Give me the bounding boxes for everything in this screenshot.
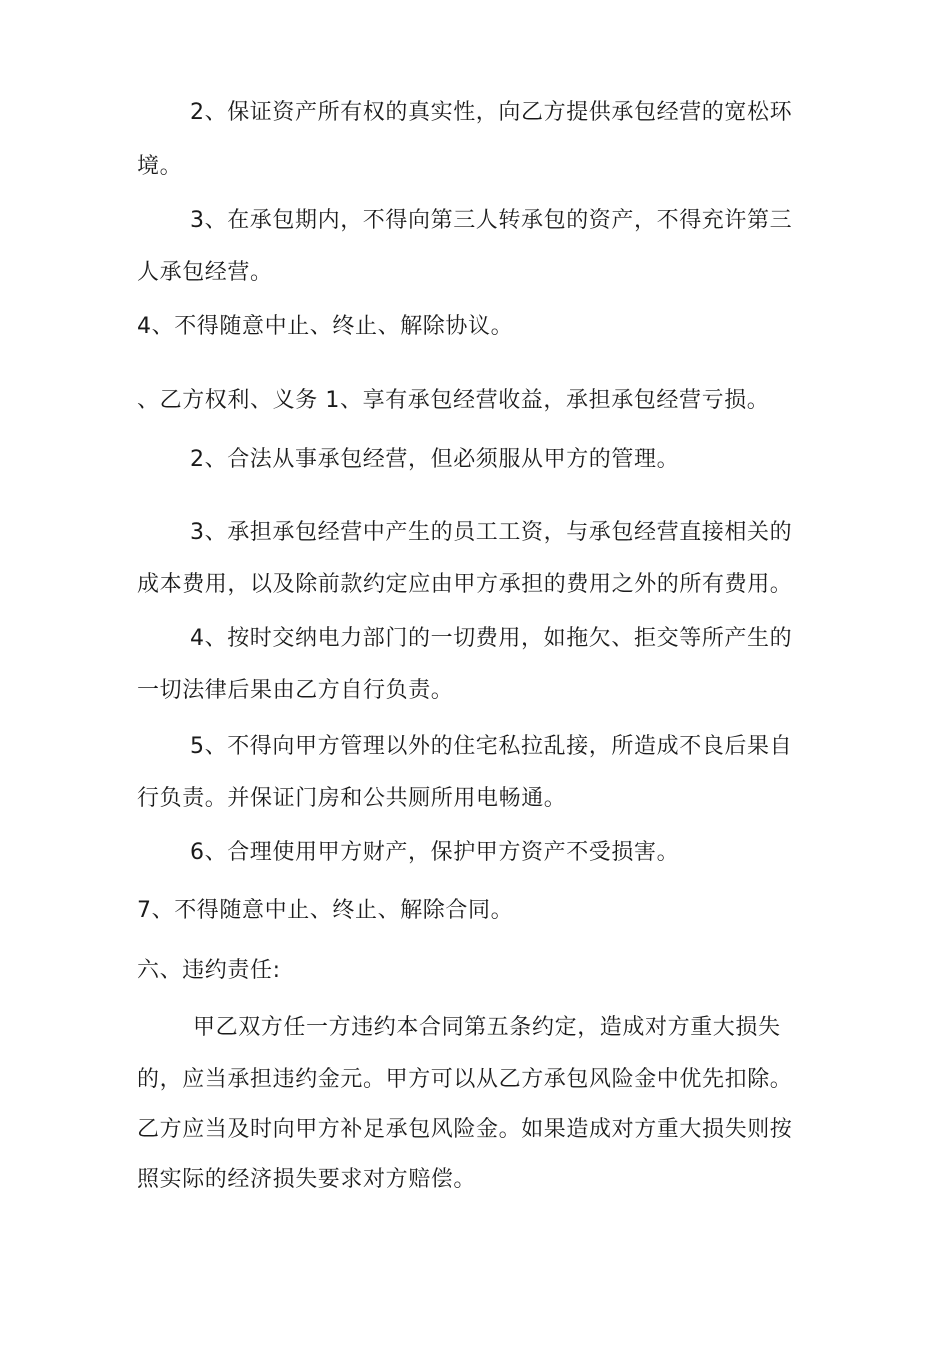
paragraph-line: 2、保证资产所有权的真实性，向乙方提供承包经营的宽松环 <box>190 100 793 125</box>
paragraph-line: 6、合理使用甲方财产，保护甲方资产不受损害。 <box>190 840 680 865</box>
paragraph-line: 5、不得向甲方管理以外的住宅私拉乱接，所造成不良后果自 <box>190 734 793 759</box>
paragraph-line: 照实际的经济损失要求对方赔偿。 <box>137 1167 477 1192</box>
paragraph-line: 一切法律后果由乙方自行负责。 <box>137 678 454 703</box>
paragraph-line: 7、不得随意中止、终止、解除合同。 <box>137 898 514 923</box>
paragraph-line: 4、按时交纳电力部门的一切费用，如拖欠、拒交等所产生的 <box>190 626 793 651</box>
paragraph-line: 的，应当承担违约金元。甲方可以从乙方承包风险金中优先扣除。 <box>137 1067 793 1092</box>
paragraph-line: 2、合法从事承包经营，但必须服从甲方的管理。 <box>190 447 680 472</box>
paragraph-line: 3、在承包期内，不得向第三人转承包的资产，不得充许第三 <box>190 208 793 233</box>
paragraph-line: 乙方应当及时向甲方补足承包风险金。如果造成对方重大损失则按 <box>137 1117 793 1142</box>
paragraph-line: 3、承担承包经营中产生的员工工资，与承包经营直接相关的 <box>190 520 793 545</box>
paragraph-line: 甲乙双方任一方违约本合同第五条约定，造成对方重大损失 <box>193 1015 781 1040</box>
paragraph-line: 境。 <box>137 154 183 179</box>
paragraph-line: 行负责。并保证门房和公共厕所用电畅通。 <box>137 786 567 811</box>
section-heading: 六、违约责任: <box>137 958 281 983</box>
paragraph-line: 、乙方权利、义务 1、享有承包经营收益，承担承包经营亏损。 <box>137 388 770 413</box>
paragraph-line: 人承包经营。 <box>137 260 273 285</box>
paragraph-line: 4、不得随意中止、终止、解除协议。 <box>137 314 514 339</box>
paragraph-line: 成本费用，以及除前款约定应由甲方承担的费用之外的所有费用。 <box>137 572 793 597</box>
